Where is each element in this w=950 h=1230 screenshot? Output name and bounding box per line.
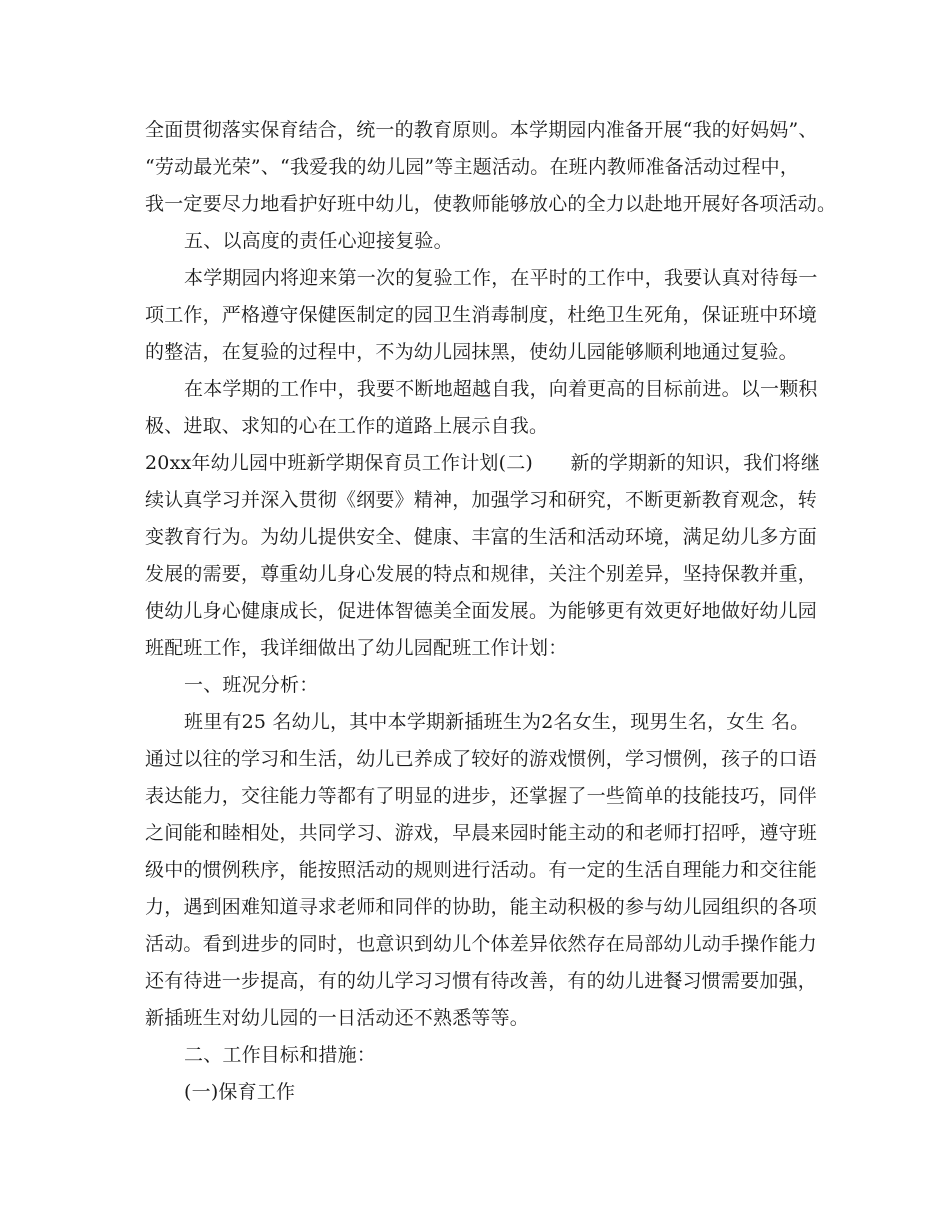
text-line: 在本学期的工作中，我要不断地超越自我，向着更高的目标前进。以一颗积 (184, 378, 818, 400)
text-line: 力，遇到困难知道寻求老师和同伴的协助，能主动积极的参与幼儿园组织的各项 (145, 896, 818, 918)
text-line: 活动。看到进步的同时，也意识到幼儿个体差异依然存在局部幼儿动手操作能力 (145, 933, 818, 955)
text-line: 发展的需要，尊重幼儿身心发展的特点和规律，关注个别差异，坚持保教并重， (145, 563, 818, 585)
text-line: 项工作，严格遵守保健医制定的园卫生消毒制度，杜绝卫生死角，保证班中环境 (145, 304, 818, 326)
section-heading: 一、班况分析： (184, 674, 319, 696)
text-line: 班里有25 名幼儿，其中本学期新插班生为2名女生，现男生名，女生 名。 (184, 711, 810, 733)
section-heading: 五、以高度的责任心迎接复验。 (184, 230, 453, 252)
text-line: 的整洁，在复验的过程中，不为幼儿园抹黑，使幼儿园能够顺利地通过复验。 (145, 341, 798, 363)
document-title-line: 20xx年幼儿园中班新学期保育员工作计划(二) 新的学期新的知识，我们将继 (145, 452, 821, 474)
text-line: 通过以往的学习和生活，幼儿已养成了较好的游戏惯例，学习惯例，孩子的口语 (145, 748, 818, 770)
text-line: 还有待进一步提高，有的幼儿学习习惯有待改善，有的幼儿进餐习惯需要加强， (145, 970, 818, 992)
subsection-heading: (一)保育工作 (184, 1081, 296, 1103)
text-line: 全面贯彻落实保育结合，统一的教育原则。本学期园内准备开展“我的好妈妈”、 (145, 119, 818, 141)
text-line: 变教育行为。为幼儿提供安全、健康、丰富的生活和活动环境，满足幼儿多方面 (145, 526, 818, 548)
text-line: 我一定要尽力地看护好班中幼儿，使教师能够放心的全力以赴地开展好各项活动。 (145, 193, 837, 215)
text-line: 本学期园内将迎来第一次的复验工作，在平时的工作中，我要认真对待每一 (184, 267, 818, 289)
text-line: 表达能力，交往能力等都有了明显的进步，还掌握了一些简单的技能技巧，同伴 (145, 785, 818, 807)
text-line: “劳动最光荣”、“我爱我的幼儿园”等主题活动。在班内教师准备活动过程中， (145, 156, 800, 178)
text-line: 新插班生对幼儿园的一日活动还不熟悉等等。 (145, 1007, 530, 1029)
text-line: 使幼儿身心健康成长，促进体智德美全面发展。为能够更有效更好地做好幼儿园 (145, 600, 818, 622)
text-line: 极、进取、求知的心在工作的道路上展示自我。 (145, 415, 549, 437)
section-heading: 二、工作目标和措施： (184, 1044, 377, 1066)
text-line: 之间能和睦相处，共同学习、游戏，早晨来园时能主动的和老师打招呼，遵守班 (145, 822, 818, 844)
text-line: 级中的惯例秩序，能按照活动的规则进行活动。有一定的生活自理能力和交往能 (145, 859, 818, 881)
text-line: 续认真学习并深入贯彻《纲要》精神，加强学习和研究，不断更新教育观念，转 (145, 489, 818, 511)
text-line: 班配班工作，我详细做出了幼儿园配班工作计划： (145, 637, 568, 659)
